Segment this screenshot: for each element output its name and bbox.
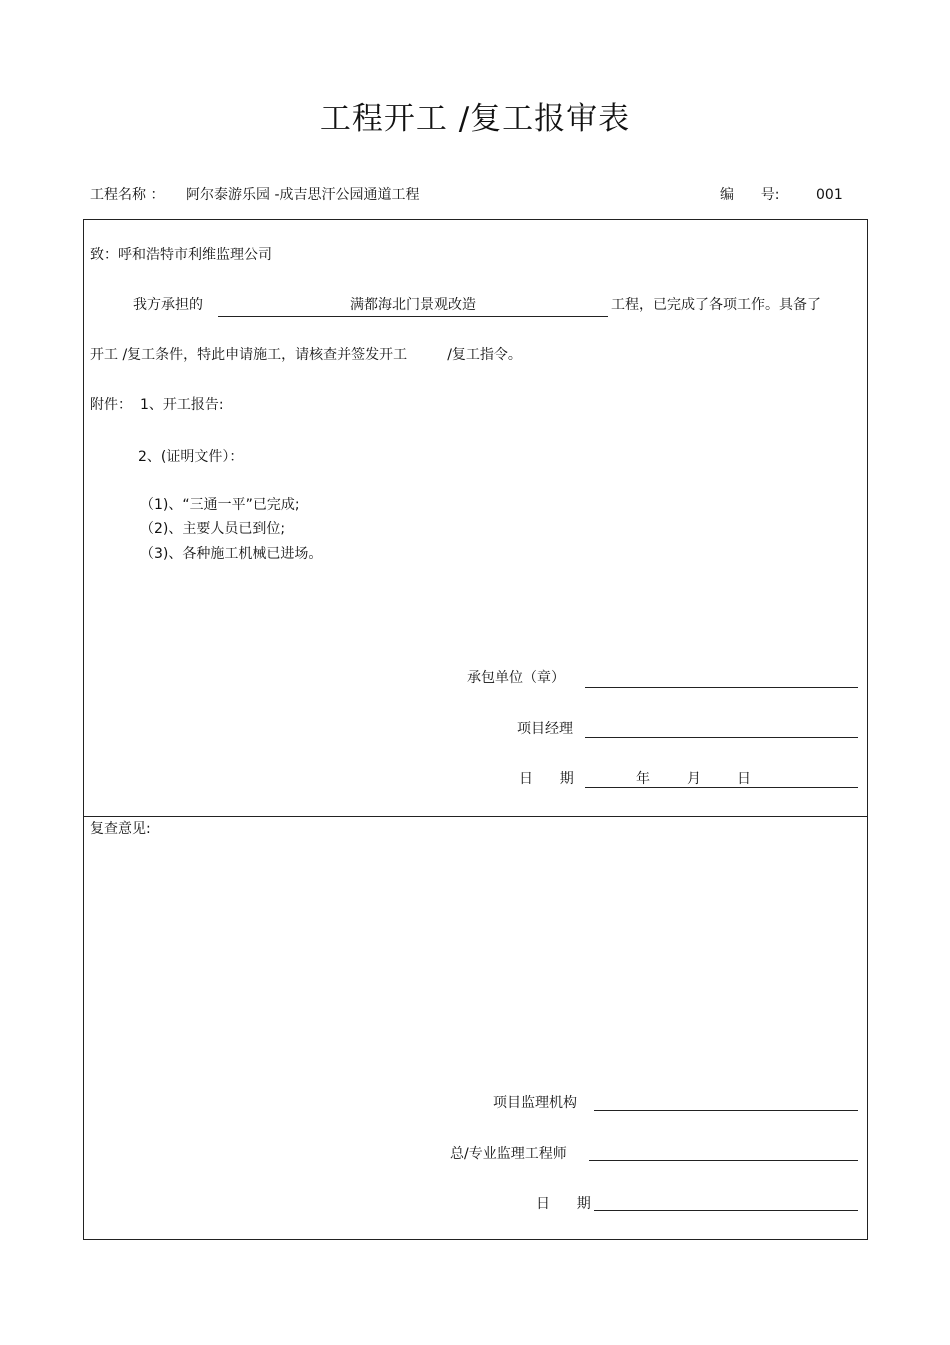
date-year: 年 — [636, 771, 650, 787]
contractor-label: 承包单位（章） — [467, 670, 565, 686]
number-label: 编 号: — [720, 187, 780, 203]
form-table — [83, 219, 868, 1240]
review-date-label: 日 期 — [536, 1196, 591, 1212]
review-opinion-label: 复查意见: — [90, 821, 151, 837]
number-value: 001 — [816, 187, 843, 203]
supervision-org-line[interactable] — [594, 1110, 858, 1111]
supervision-engineer-line[interactable] — [589, 1160, 858, 1161]
date-day: 日 — [737, 771, 751, 787]
attachment-label: 附件： — [90, 397, 132, 413]
recipient-line: 致：呼和浩特市利维监理公司 — [90, 247, 272, 263]
manager-signature-line[interactable] — [585, 737, 858, 738]
supervision-org-label: 项目监理机构 — [493, 1095, 577, 1111]
attachment-1: 1、开工报告: — [140, 397, 224, 413]
review-date-line[interactable] — [594, 1210, 858, 1211]
manager-label: 项目经理 — [517, 721, 573, 737]
project-filled-value: 满都海北门景观改造 — [350, 297, 476, 313]
project-name-value: 阿尔泰游乐园 -成吉思汗公园通道工程 — [186, 187, 420, 203]
date-label: 日 期 — [519, 771, 574, 787]
section-divider — [84, 816, 867, 817]
contractor-signature-line[interactable] — [585, 687, 858, 688]
statement-suffix: 工程，已完成了各项工作。具备了 — [611, 297, 821, 313]
date-month: 月 — [687, 771, 701, 787]
list-item: （2)、主要人员已到位; — [140, 521, 286, 537]
project-underline — [218, 316, 608, 317]
attachment-2: 2、(证明文件）： — [138, 449, 244, 465]
statement-prefix: 我方承担的 — [133, 297, 203, 313]
page-title: 工程开工 /复工报审表 — [319, 101, 631, 137]
list-item: （1)、“三通一平”已完成; — [140, 497, 300, 513]
date-line[interactable] — [585, 787, 858, 788]
supervision-engineer-label: 总/专业监理工程师 — [450, 1146, 567, 1162]
statement-line-2: 开工 /复工条件，特此申请施工，请核查并签发开工 /复工指令。 — [90, 347, 522, 363]
list-item: （3)、各种施工机械已进场。 — [140, 546, 323, 562]
project-name-label: 工程名称 ： — [90, 187, 165, 203]
